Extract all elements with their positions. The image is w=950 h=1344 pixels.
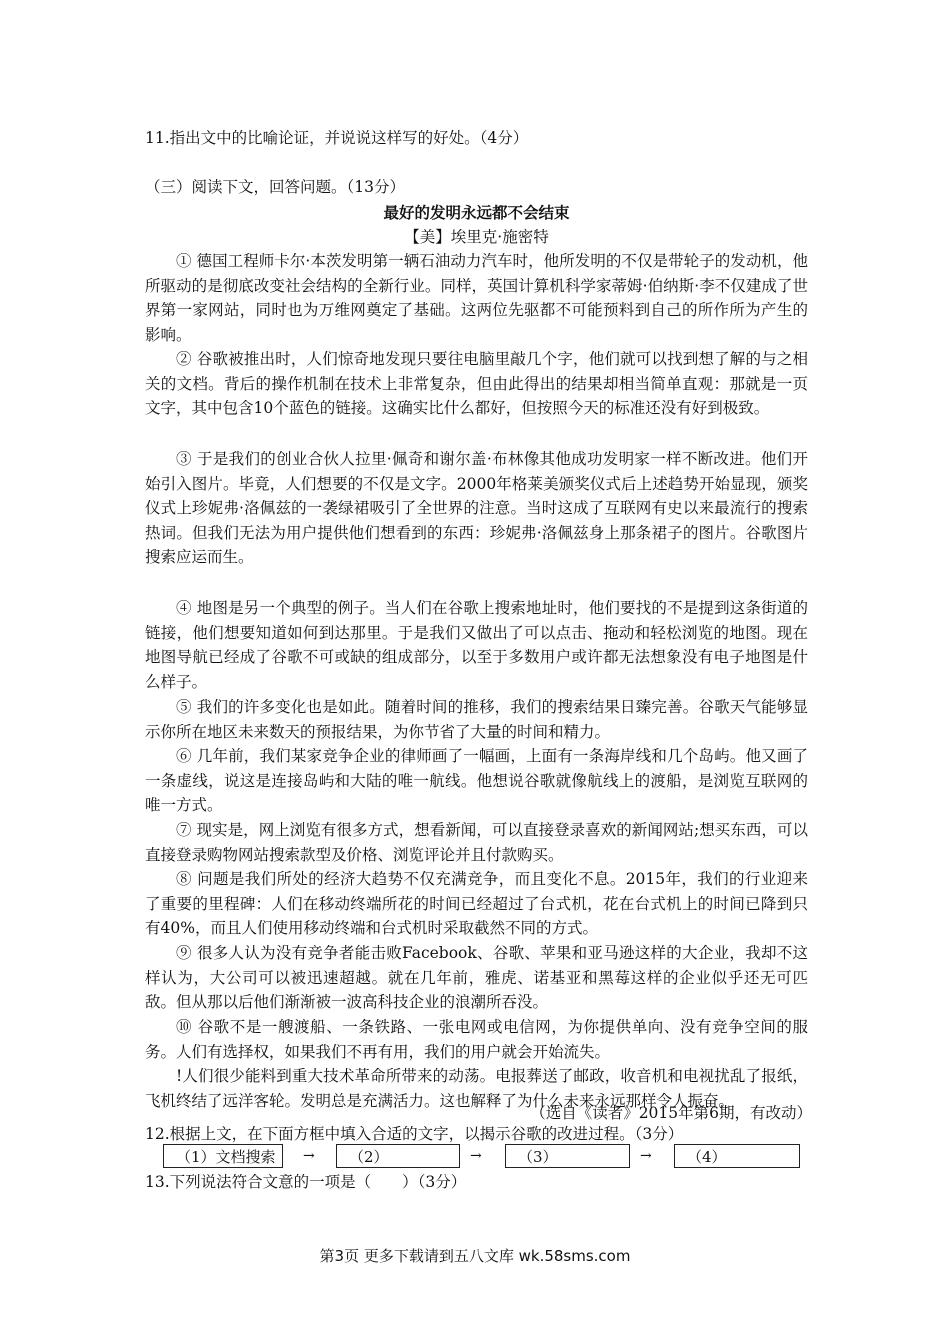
paragraph-10: ⑩ 谷歌不是一艘渡船、一条铁路、一张电网或电信网，为你提供单向、没有竞争空间的服务。人们有选择权，如果我们不再有用，我们的用户就会开始流失。	[145, 1018, 808, 1061]
flow-box-1: （1）文档搜索	[163, 1144, 283, 1168]
paragraph-6: ⑥ 几年前，我们某家竞争企业的律师画了一幅画，上面有一条海岸线和几个岛屿。他又画了一条虚线，说这是连接岛屿和大陆的唯一航线。他想说谷歌就像航线上的渡船，是浏览互联网的唯一方式。	[145, 747, 808, 815]
paragraph-11: !人们很少能料到重大技术革命所带来的动荡。电报葬送了邮政，收音机和电视扰乱了报纸，飞机终结了远洋客轮。发明总是充满活力。这也解释了为什么未来永远那样令人振奋。	[145, 1067, 808, 1110]
paragraph-5: ⑤ 我们的许多变化也是如此。随着时间的推移，我们的搜索结果日臻完善。谷歌天气能够显示你所在地区未来数天的预报结果，为你节省了大量的时间和精力。	[145, 698, 808, 741]
question-11: 11.指出文中的比喻论证，并说说这样写的好处。（4分）	[145, 129, 529, 147]
article-title: 最好的发明永远都不会结束	[383, 204, 570, 222]
paragraph-3: ③ 于是我们的创业合伙人拉里·佩奇和谢尔盖·布林像其他成功发明家一样不断改进。他们开始引入图片。毕竟，人们想要的不仅是文字。2000年格莱美颁奖仪式后上述趋势开始显现，颁奖仪式上珍妮弗·洛佩兹的一袭绿裙吸引了全世界的注意。当时这成了互联网有史以来最流行的搜索热词。但我们无法为用户提供他们想看到的东西：珍妮弗·洛佩兹身上那条裙子的图片。谷歌图片搜索应运而生。	[145, 450, 808, 567]
page-footer: 第3页 更多下载请到五八文库 wk.58sms.com	[319, 1247, 631, 1265]
flow-box-3[interactable]: （3）	[505, 1144, 630, 1168]
flow-box-4[interactable]: （4）	[674, 1144, 800, 1168]
flow-arrow-3: →	[640, 1148, 652, 1164]
paragraph-8: ⑧ 问题是我们所处的经济大趋势不仅充满竞争，而且变化不息。2015年，我们的行业迎来了重要的里程碑：人们在移动终端所花的时间已经超过了台式机，花在台式机上的时间已降到只有40%，而且人们使用移动终端和台式机时采取截然不同的方式。	[145, 870, 808, 938]
article-author: 【美】埃里克·施密特	[404, 228, 549, 246]
paragraph-1: ① 德国工程师卡尔·本茨发明第一辆石油动力汽车时，他所发明的不仅是带轮子的发动机，他所驱动的是彻底改变社会结构的全新行业。同样，英国计算机科学家蒂姆·伯纳斯·李不仅建成了世界第一家网站，同时也为万维网奠定了基础。这两位先驱都不可能预料到自己的所作所为产生的影响。	[145, 252, 808, 344]
paragraph-9: ⑨ 很多人认为没有竞争者能击败Facebook、谷歌、苹果和亚马逊这样的大企业，我却不这样认为，大公司可以被迅速超越。就在几年前，雅虎、诺基亚和黑莓这样的企业似乎还无可匹敌。但从那以后他们渐渐被一波高科技企业的浪潮所吞没。	[145, 944, 808, 1012]
question-13: 13.下列说法符合文意的一项是（ ）（3分）	[145, 1173, 467, 1191]
flow-box-2[interactable]: （2）	[336, 1144, 460, 1168]
paragraph-2: ② 谷歌被推出时，人们惊奇地发现只要往电脑里敲几个字，他们就可以找到想了解的与之相关的文档。背后的操作机制在技术上非常复杂，但由此得出的结果却相当简单直观：那就是一页文字，其中包含10个蓝色的链接。这确实比什么都好，但按照今天的标准还没有好到极致。	[145, 350, 808, 418]
flow-arrow-1: →	[303, 1148, 315, 1164]
paragraph-4: ④ 地图是另一个典型的例子。当人们在谷歌上搜索地址时，他们要找的不是提到这条街道的链接，他们想要知道如何到达那里。于是我们又做出了可以点击、拖动和轻松浏览的地图。现在地图导航已经成了谷歌不可或缺的组成部分，以至于多数用户或许都无法想象没有电子地图是什么样子。	[145, 599, 808, 691]
article-source: （选自《读者》2015年第6期，有改动）	[530, 1104, 812, 1122]
flow-arrow-2: →	[470, 1148, 482, 1164]
question-12: 12.根据上文，在下面方框中填入合适的文字，以揭示谷歌的改进过程。（3分）	[145, 1125, 684, 1143]
paragraph-7: ⑦ 现实是，网上浏览有很多方式，想看新闻，可以直接登录喜欢的新闻网站;想买东西，可以直接登录购物网站搜索款型及价格、浏览评论并且付款购买。	[145, 821, 808, 864]
section-header: （三）阅读下文，回答问题。（13分）	[145, 178, 405, 196]
